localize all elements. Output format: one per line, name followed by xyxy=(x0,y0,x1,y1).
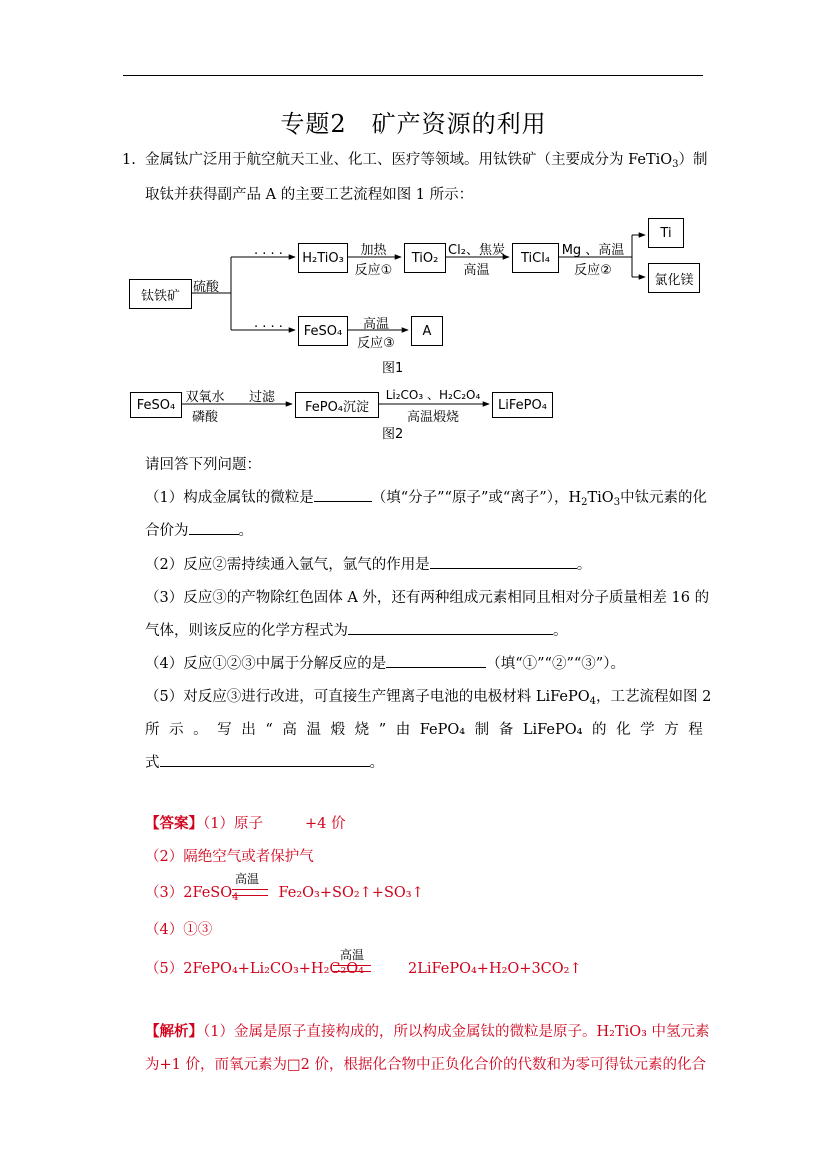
answer-3-equals-sign xyxy=(232,889,268,896)
tio2-box: TiO₂ xyxy=(404,243,446,273)
q5-word: 所 xyxy=(145,722,160,738)
answer-1: 【答案】（1）原子 +4 价 xyxy=(145,815,346,832)
q5-word: 的 xyxy=(591,722,607,738)
q5-word: 温 xyxy=(306,722,321,738)
fepo4-precipitate-box: FePO₄沉淀 xyxy=(295,392,379,418)
question-1-line2: 合价为 。 xyxy=(145,523,253,539)
phosphoric-acid-label: 磷酸 xyxy=(191,410,218,425)
q5-word: 煅 xyxy=(330,722,346,738)
q5-word: 化 xyxy=(616,722,631,738)
question-4: （4）反应①②③中属于分解反应的是 （填“①”“②”“③”）。 xyxy=(145,656,625,672)
question-intro-line2: 取钛并获得副产品 A 的主要工艺流程如图 1 所示： xyxy=(145,187,474,203)
dots-upper: · · · · xyxy=(254,247,283,262)
high-temp-label: 高温 xyxy=(463,263,490,278)
question-2: （2）反应②需持续通入氩气，氩气的作用是 。 xyxy=(145,557,592,573)
q3-blank[interactable] xyxy=(348,621,553,635)
dots-lower: · · · · xyxy=(254,320,283,335)
heat-label: 加热 xyxy=(360,243,387,258)
figure-1-caption: 图1 xyxy=(382,361,404,376)
q2-blank[interactable] xyxy=(430,555,577,569)
answer-3: （3）2FeSO$_4$ Fe₂O₃+SO₂↑+SO₃↑ xyxy=(145,885,424,903)
analysis-line2: 为+1 价，而氧元素为□2 价，根据化合物中正负化合价的代数和为零可得钛元素的化合 xyxy=(145,1057,707,1073)
q1-blank-particle[interactable] xyxy=(314,488,372,502)
h2tio3-box: H₂TiO₃ xyxy=(298,243,348,273)
q5-word: 由 xyxy=(395,722,411,738)
reaction-1-label: 反应① xyxy=(354,263,393,278)
q5-blank[interactable] xyxy=(160,753,370,767)
question-5-line1: （5）对反应③进行改进，可直接生产锂离子电池的电极材料 LiFePO$_4$，工艺流程如图 2 xyxy=(145,689,712,707)
q5-word: ” xyxy=(378,722,387,738)
q5-word: 烧 xyxy=(354,722,370,738)
question-3-line1: （3）反应③的产物除红色固体 A 外，还有两种组成元素相同且相对分子质量相差 16 的 xyxy=(145,590,710,606)
q5-word: 。 xyxy=(193,722,208,738)
prompt-text: 请回答下列问题： xyxy=(145,457,261,473)
high-temp-label-2: 高温 xyxy=(362,317,389,332)
fig2-reagents-label: Li₂CO₃ 、H₂C₂O₄ xyxy=(385,388,481,402)
answer-4: （4）①③ xyxy=(145,922,213,938)
figure-2-caption: 图2 xyxy=(382,427,404,442)
fig2-feso4-box: FeSO₄ xyxy=(130,392,182,418)
question-number: 1. xyxy=(122,152,136,168)
answer-3-condition: 高温 xyxy=(235,872,260,886)
q5-word: LiFePO₄ xyxy=(522,722,583,738)
sulfuric-acid-label: 硫酸 xyxy=(193,280,220,295)
question-1-line1: （1）构成金属钛的微粒是 （填“分子”“原子”或“离子”），$H_2TiO_3$中钛元素的化 xyxy=(145,490,708,508)
answer-5-equals-sign xyxy=(333,965,371,972)
filter-label: 过滤 xyxy=(248,390,275,405)
calcination-label: 高温煅烧 xyxy=(406,410,459,425)
magnesium-chloride-box: 氯化镁 xyxy=(648,263,700,293)
q5-word: 出 xyxy=(241,722,256,738)
q5-word: 备 xyxy=(498,722,514,738)
answer-5-condition: 高温 xyxy=(340,948,365,962)
answer-5: （5）2FePO₄+Li₂CO₃+H₂C₂O₄ 2LiFePO₄+H₂O+3CO₂↑ xyxy=(145,961,582,977)
question-5-line2 xyxy=(145,720,703,740)
lifepo4-box: LiFePO₄ xyxy=(492,392,553,418)
q1-blank-valence[interactable] xyxy=(189,521,239,535)
reaction-2-label: 反应② xyxy=(574,263,612,278)
product-a-box: A xyxy=(411,316,443,346)
q5-word: 制 xyxy=(474,722,490,738)
q4-blank[interactable] xyxy=(386,654,486,668)
q5-word: 写 xyxy=(217,722,232,738)
question-5-line3: 式 。 xyxy=(145,755,384,771)
ticl4-box: TiCl₄ xyxy=(512,243,559,273)
titanium-ore-box: 钛铁矿 xyxy=(129,279,192,309)
analysis-line1: 【解析】（1）金属是原子直接构成的，所以构成金属钛的微粒是原子。H₂TiO₃ 中氢元素 xyxy=(145,1023,710,1040)
feso4-box: FeSO₄ xyxy=(298,316,348,346)
q5-word: 示 xyxy=(169,722,184,738)
q5-word: FePO₄ xyxy=(419,722,466,738)
ti-box: Ti xyxy=(648,218,684,248)
q5-word: 高 xyxy=(282,722,297,738)
mg-high-temp-label: Mg 、高温 xyxy=(561,243,625,258)
reaction-3-label: 反应③ xyxy=(357,336,395,351)
q5-word: “ xyxy=(265,722,273,738)
question-3-line2: 气体，则该反应的化学方程式为 。 xyxy=(145,623,568,639)
answer-2: （2）隔绝空气或者保护气 xyxy=(145,849,314,865)
hydrogen-peroxide-label: 双氧水 xyxy=(185,390,225,405)
q5-word: 学 xyxy=(640,722,655,738)
chlorine-coke-label: Cl₂、焦炭 xyxy=(448,243,505,258)
q5-word: 方 xyxy=(664,722,679,738)
q5-word: 程 xyxy=(688,722,703,738)
question-intro-line1: 金属钛广泛用于航空航天工业、化工、医疗等领域。用钛铁矿（主要成分为 FeTiO$_3$）制 xyxy=(145,152,708,170)
page-title: 专题2 矿产资源的利用 xyxy=(280,110,547,138)
